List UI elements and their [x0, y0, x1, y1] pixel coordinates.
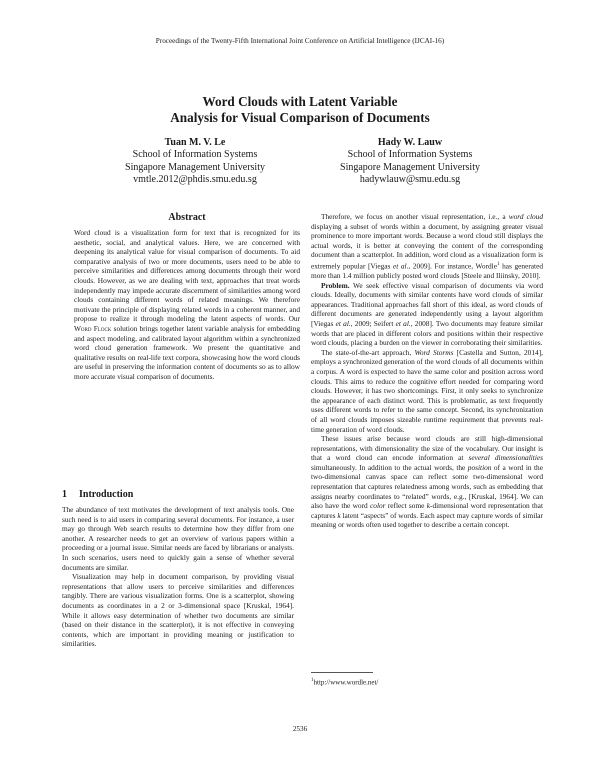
emphasis: k — [426, 501, 430, 511]
abstract-heading: Abstract — [168, 212, 206, 223]
text-run: , 2009]. For instance, Wordle — [408, 261, 497, 271]
emphasis: et al. — [395, 318, 411, 328]
abstract-text: Word cloud is a visualization form for text that is recognized for its aesthetic, social, and analytical values. Here, we are concerned with deepening its analytical value for visual comparison of documents. To aid comparative analysis of two or more documents, users need to be able to perceive similarities and differences among documents through their word clouds. However, as we are dealing with text, approaches that treat words independently may impede accurate discernment of similarities among word clouds containing different words of related meanings. We therefore motivate the principle of displaying related words in a coherent manner, and propose to realize it through modeling the latent aspects of words. Our — [74, 228, 300, 324]
emphasis: k — [337, 510, 341, 520]
running-header: Proceedings of the Twenty-Fifth International Joint Conference on Artificial Intelligence (IJCAI-16) — [155, 37, 445, 45]
section-title: Introduction — [79, 489, 134, 500]
paragraph — [311, 348, 543, 434]
method-name: Word Flock — [74, 323, 112, 333]
paragraph: Visualization may help in document comparison, by providing visual representations that allow users to perceive similarities and differences tangibly. There are various visualization forms. One is a scatterplot, showing documents as coordinates in a 2 or 3-dimensional space [Kruskal, 1964]. While it allows easy determination of whether two documents are similar (based on their distance in the scatterplot), it is not effective in conveying contents, which are important in providing meaning or justification to similarities. — [62, 572, 294, 649]
left-column — [62, 505, 294, 649]
text-run: [Castella and Sutton, 2014], employs a synchronized generation of the word clouds of all documents within a corpus. A word is expected to have the same color and position across word clouds. This aims to reduce the cognitive effort needed for comparing word clouds. However, it has two shortcomings. First, it only seeks to synchronize the appearance of each distinct word. This is problematic, as text frequently uses different words to refer to the same concept. Second, its synchronization of all word clouds imposes sizeable runtime requirement that prevents real-time generation of word clouds. — [311, 347, 543, 434]
author-email: hadywlauw@smu.edu.sg — [359, 174, 461, 186]
emphasis: Word Storms — [414, 347, 454, 357]
emphasis: et al. — [335, 318, 351, 328]
author-name: Tuan M. V. Le — [164, 137, 226, 148]
emphasis: several dimensionalities — [468, 453, 544, 463]
right-column — [311, 212, 543, 530]
author-affiliation: School of Information Systems — [132, 149, 258, 161]
emphasis: et al. — [392, 261, 409, 271]
text-run: These issues arise because word clouds are still high-dimensional representations, with dimensionality the size of the vocabulary. Our insight is that a word cloud can encode information at — [311, 434, 543, 463]
text-run: latent “aspects” of words. Each aspect may capture words of similar meaning or words often used together to describe a certain concept. — [311, 510, 543, 530]
text-run: -dimensional word representation that captures — [311, 501, 543, 520]
author-affiliation: School of Information Systems — [347, 149, 473, 161]
author-institution: Singapore Management University — [340, 161, 480, 173]
emphasis: color — [370, 501, 386, 511]
author-institution: Singapore Management University — [125, 161, 265, 173]
title-line-2: Analysis for Visual Comparison of Documents — [170, 110, 430, 125]
abstract-text: solution brings together latent variable analysis for embedding and aspect modeling, and calibrated layout algorithm within a synchronized word cloud generation framework. We present the quantitative and qualitative results on real-life text corpora, showcasing how the word clouds are useful in preserving the information content of documents so as to allow more accurate visual comparison of documents. — [74, 323, 300, 381]
text-run: We seek effective visual comparison of documents via word clouds. Ideally, documents with similar contents have word clouds of similar appearances. Traditional approaches fall short of this ideal, as word clouds of different documents are generated independently using a layout algorithm [Viegas — [311, 280, 543, 328]
text-run: of a word in the two-dimensional canvas space can reflect some two-dimensional word representation that captures relatedness among words, such as embedding that assigns nearby coordinates to “related” words, e.g., [Kruskal, 1964]. We can also have the word — [311, 462, 543, 511]
text-run: Therefore, we focus on another visual representation, i.e., a — [321, 212, 509, 221]
paper-title — [0, 94, 600, 126]
page-number: 2536 — [292, 725, 308, 733]
paragraph — [311, 212, 543, 281]
text-run: simultaneously. In addition to the actual words, the — [311, 462, 468, 472]
emphasis: word cloud — [508, 212, 543, 221]
abstract-body — [74, 228, 300, 382]
text-run: has generated more than 1.4 million publicly posted word clouds [Steele and Iliinsky, 2010]. — [311, 261, 544, 280]
author-block-2 — [315, 137, 505, 187]
emphasis: position — [467, 462, 492, 472]
text-run: reflect some — [385, 501, 427, 511]
run-in-heading: Problem. — [321, 280, 350, 290]
author-block-1 — [100, 137, 290, 187]
footnote-ref[interactable]: 1 — [497, 261, 500, 267]
author-email: vmtle.2012@phdis.smu.edu.sg — [133, 174, 257, 186]
text-run: The state-of-the-art approach, — [321, 347, 415, 357]
title-line-1: Word Clouds with Latent Variable — [202, 94, 398, 109]
paragraph — [311, 281, 543, 348]
text-run: , 2008]. Two documents may feature similar words that are placed in different colors and positions within their respective word clouds, placing a burden on the viewer in corroborating their similarities. — [311, 318, 544, 348]
footnote — [311, 678, 378, 686]
text-run: displaying a subset of words within a document, by assigning greater visual prominence to more important words. Because a word cloud still displays the actual words, it is better at conveying the content of the corresponding document than a scatterplot. In addition, word cloud as a visualization form is extremely popular [Viegas — [311, 221, 543, 271]
footnote-link[interactable]: http://www.wordle.net/ — [313, 678, 379, 687]
section-number: 1 — [62, 489, 67, 500]
footnote-rule — [311, 672, 373, 673]
footnote-mark: 1 — [311, 678, 314, 683]
text-run: , 2009; Seifert — [350, 318, 396, 328]
section-heading — [62, 489, 133, 500]
paragraph: The abundance of text motivates the development of text analysis tools. One such need is to aid users in comparing several documents. For instance, a user may go through Web search results to determine how they differ from one another. A researcher needs to get an overview of various papers within a proceeding or a journal issue. Similar needs are faced by librarians or analysts. In such scenarios, users need to quickly gain a sense of whether several documents are similar. — [62, 505, 294, 572]
paragraph — [311, 434, 543, 530]
author-name: Hady W. Lauw — [377, 137, 443, 148]
